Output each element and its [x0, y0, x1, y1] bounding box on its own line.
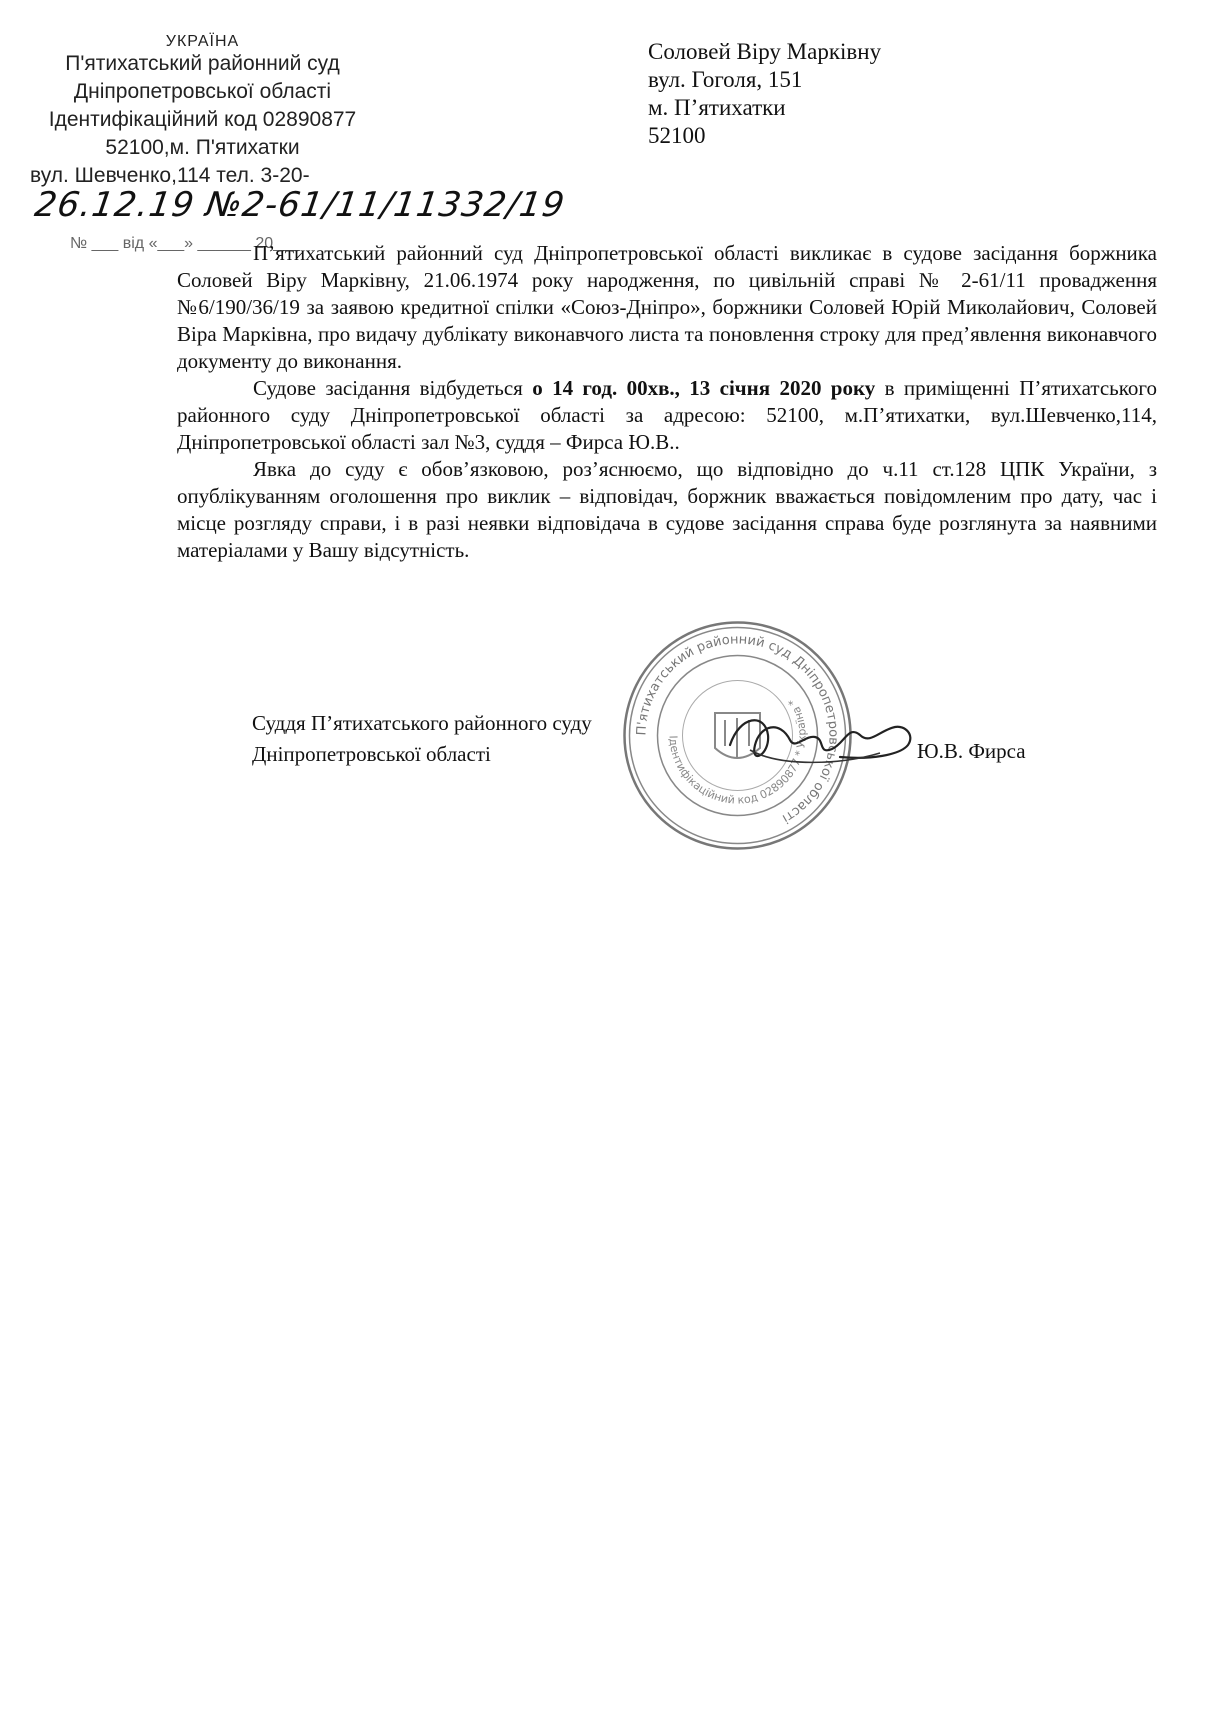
- addressee-name: Соловей Віру Марківну: [648, 39, 882, 64]
- addressee-street: вул. Гоголя, 151: [648, 67, 803, 92]
- stamp-street: вул. Шевченко,114 тел. 3-20-: [30, 164, 310, 187]
- handwritten-registration-number: 26.12.19 №2-61/11/11332/19: [32, 185, 568, 225]
- handwritten-signature: [720, 705, 920, 785]
- signer-name: Ю.В. Фирса: [917, 739, 1026, 763]
- paragraph-hearing: [177, 375, 1157, 456]
- stamp-region: Дніпропетровської області: [73, 80, 332, 103]
- stamp-court: П'ятихатський районний суд: [65, 52, 340, 75]
- seal-outer-text: П'ятихатський районний суд Дніпропетровської області: [634, 632, 841, 826]
- stamp-country: УКРАЇНА: [165, 33, 240, 50]
- addressee-zip: 52100: [648, 123, 706, 148]
- stamp-id-code: Ідентифікаційний код 02890877: [48, 108, 357, 131]
- court-header-stamp: [30, 30, 568, 252]
- signer-title-line1: Суддя П’ятихатського районного суду: [252, 711, 592, 735]
- stamp-blank-line: № ___ від «___» ______ 20___: [70, 235, 300, 252]
- hearing-text-after: в приміщенні П’ятихатського районного суду Дніпропетровської області за адресою: 52100, м.П’ятихатки, вул.Шевченко,114, Дніпропетровської області зал №3, суддя – Фирса Ю.В..: [177, 376, 1157, 454]
- addressee-city: м. П’ятихатки: [648, 95, 786, 120]
- stamp-city: 52100,м. П'ятихатки: [105, 136, 300, 159]
- addressee-block: [648, 38, 968, 150]
- paragraph-summons: П’ятихатський районний суд Дніпропетровської області викликає в судове засідання боржника Соловей Віру Марківну, 21.06.1974 року народження, по цивільній справі № 2-61/11 провадження №6/190/36/19 за заявою кредитної спілки «Союз-Дніпро», боржники Соловей Юрій Миколайович, Соловей Віра Марківна, про видачу дублікату виконавчого листа та поновлення строку для пред’явлення виконавчого документу до виконання.: [177, 241, 1157, 373]
- summons-body: [177, 240, 1157, 564]
- seal-inner-text: Ідентифікаційний код 02890877 * Україна *: [666, 696, 809, 807]
- signature-block: [252, 708, 592, 770]
- signer-title-line2: Дніпропетровської області: [252, 742, 491, 766]
- paragraph-attendance: Явка до суду є обов’язковою, роз’яснюємо, що відповідно до ч.11 ст.128 ЦПК України, з опублікуванням оголошення про виклик – відповідач, боржник вважається повідомленим про дату, час і місце розгляду справи, і в разі неявки відповідача в судове засідання справа буде розглянута за наявними матеріалами у Вашу відсутність.: [177, 457, 1157, 562]
- hearing-text-before: Судове засідання відбудеться: [253, 376, 533, 400]
- hearing-datetime: о 14 год. 00хв., 13 січня 2020 року: [532, 376, 876, 400]
